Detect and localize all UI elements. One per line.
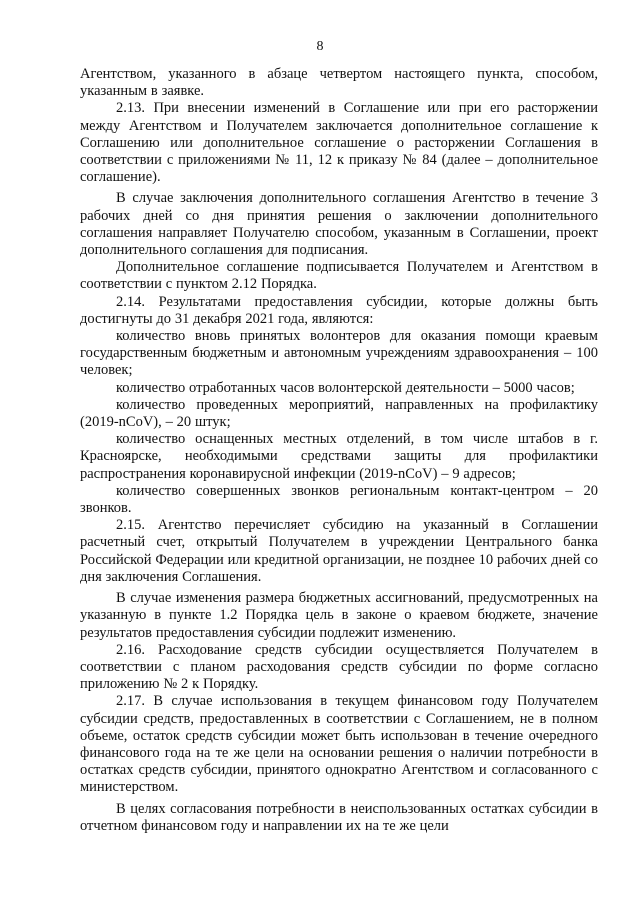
paragraph-2-16: 2.16. Расходование средств субсидии осуществляется Получателем в соответствии с планом расходования средств субсидии по форме согласно приложению № 2 к Порядку. bbox=[80, 641, 598, 693]
paragraph-additional-agreement-signing: Дополнительное соглашение подписывается Получателем и Агентством в соответствии с пунктом 2.12 Порядка. bbox=[80, 259, 598, 293]
paragraph-additional-agreement-procedure: В случае заключения дополнительного соглашения Агентство в течение 3 рабочих дней со дня принятия решения о заключении дополнительного соглашения направляет Получателю способом, указанным в Соглашении, проект дополнительного соглашения для подписания. bbox=[80, 190, 598, 259]
result-item-branches: количество оснащенных местных отделений, в том числе штабов в г. Красноярске, необходимыми средствами защиты для профилактики распространения коронавирусной инфекции (2019-nCoV) – 9 адресов; bbox=[80, 431, 598, 482]
result-item-calls: количество совершенных звонков региональным контакт-центром – 20 звонков. bbox=[80, 482, 598, 517]
paragraph-remainder-approval: В целях согласования потребности в неиспользованных остатках субсидии в отчетном финансовом году и направлении их на те же цели bbox=[80, 800, 598, 834]
page-number: 8 bbox=[316, 39, 324, 54]
document-body bbox=[80, 66, 598, 835]
paragraph-continuation: Агентством, указанного в абзаце четвертом настоящего пункта, способом, указанным в заявке. bbox=[80, 66, 598, 100]
paragraph-2-14: 2.14. Результатами предоставления субсидии, которые должны быть достигнуты до 31 декабря 2021 года, являются: bbox=[80, 293, 598, 327]
result-item-events: количество проведенных мероприятий, направленных на профилактику (2019-nCoV), – 20 штук; bbox=[80, 396, 598, 431]
result-item-hours: количество отработанных часов волонтерской деятельности – 5000 часов; bbox=[116, 379, 575, 396]
paragraph-2-15: 2.15. Агентство перечисляет субсидию на указанный в Соглашении расчетный счет, открытый Получателем в учреждении Центрального банка Российской Федерации или кредитной организации, не позднее 10 рабочих дней со дня заключения Соглашения. bbox=[80, 517, 598, 585]
paragraph-2-13: 2.13. При внесении изменений в Соглашение или при его расторжении между Агентством и Получателем заключается дополнительное соглашение к Соглашению или дополнительное соглашение о расторжении Соглашения в соответствии с приложениями № 11, 12 к приказу № 84 (далее – дополнительное соглашение). bbox=[80, 100, 598, 186]
paragraph-2-17: 2.17. В случае использования в текущем финансовом году Получателем субсидии средств, предоставленных в соответствии с Соглашением, не в полном объеме, остаток средств субсидии может быть использован в течение очередного финансового года на те же цели на основании решения о наличии потребности в остатках средств субсидии, принятого однократно Агентством и согласованного с министерством. bbox=[80, 693, 598, 796]
paragraph-budget-change: В случае изменения размера бюджетных ассигнований, предусмотренных на указанную в пункте 1.2 Порядка цель в законе о краевом бюджете, значение результатов предоставления субсидии подлежит изменению. bbox=[80, 590, 598, 641]
result-item-volunteers: количество вновь принятых волонтеров для оказания помощи краевым государственным бюджетным и автономным учреждениям здравоохранения – 100 человек; bbox=[80, 328, 598, 379]
